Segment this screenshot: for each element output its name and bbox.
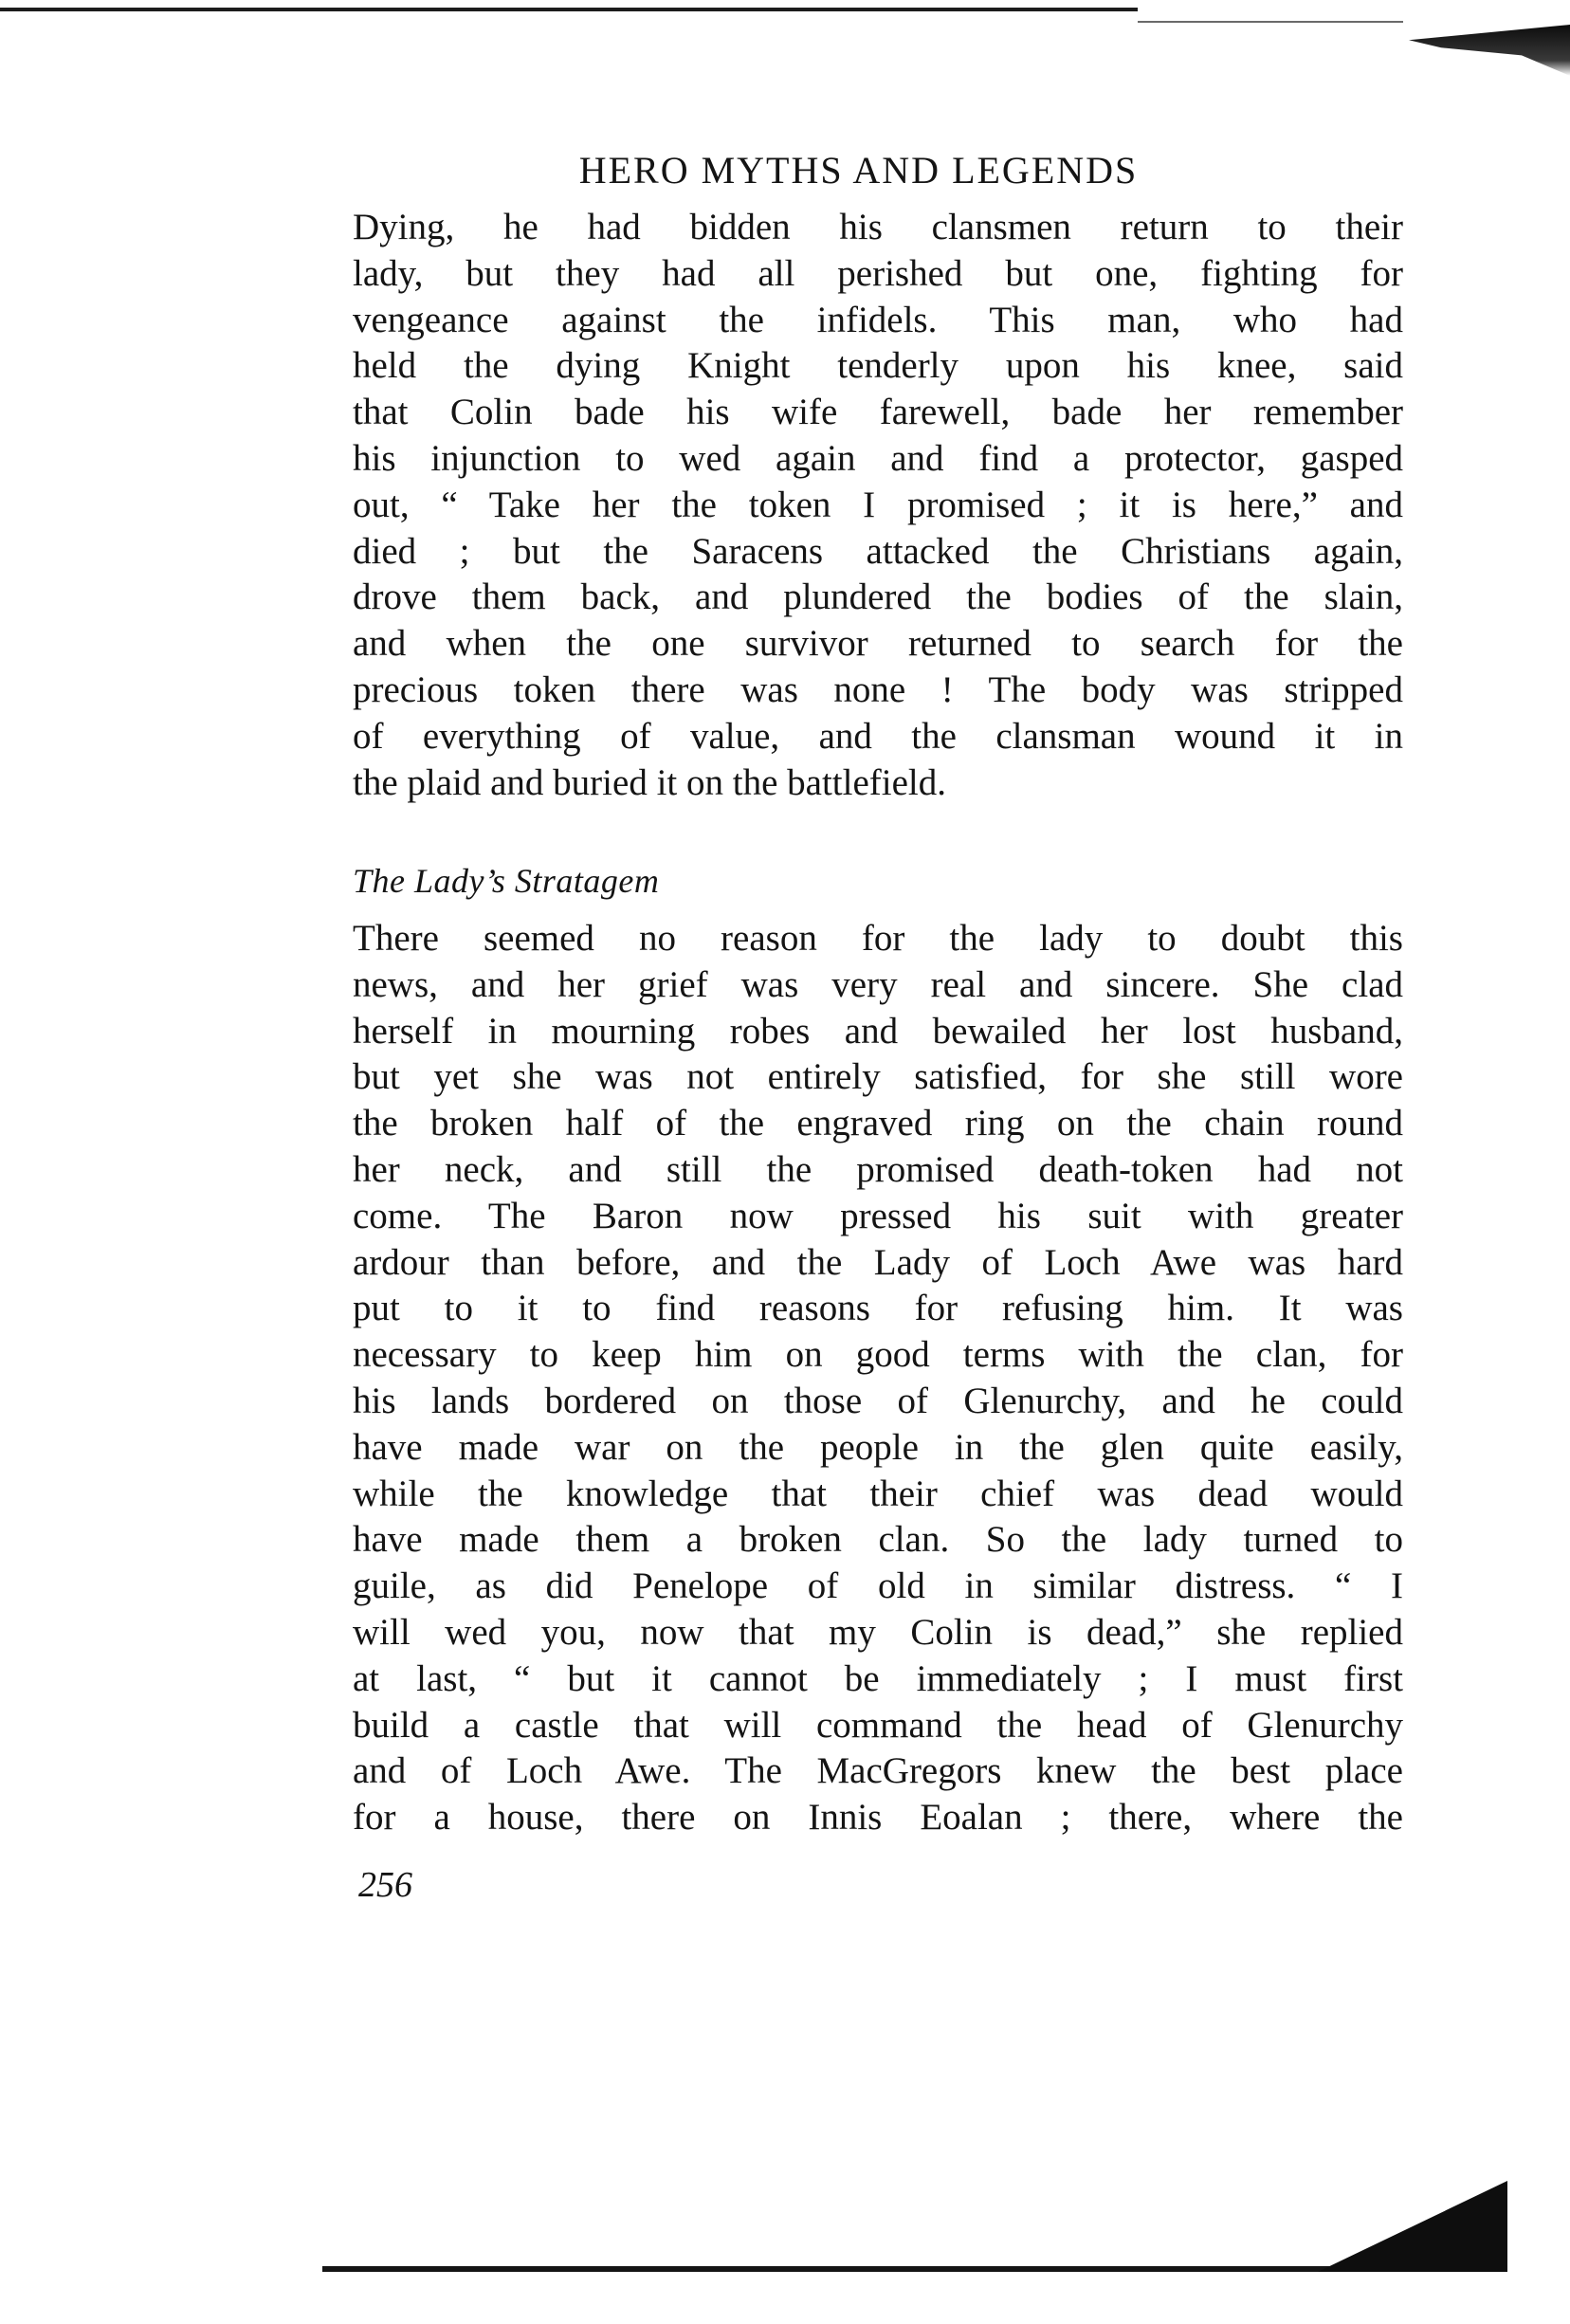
text-line: while the knowledge that their chief was dead would [353, 1473, 1403, 1514]
scan-corner-shadow-top [1409, 25, 1570, 76]
text-line: but yet she was not entirely satisfied, for she still wore [353, 1056, 1403, 1098]
text-line: build a castle that will command the head of Glenurchy [353, 1704, 1403, 1746]
text-line: his lands bordered on those of Glenurchy, and he could [353, 1380, 1403, 1421]
scan-edge-top [0, 8, 1138, 11]
text-line: her neck, and still the promised death-token had not [353, 1148, 1403, 1190]
text-line: and of Loch Awe. The MacGregors knew the best place [353, 1750, 1403, 1792]
running-header: HERO MYTHS AND LEGENDS [578, 149, 1139, 192]
paragraph-1 [353, 205, 1403, 806]
text-line: necessary to keep him on good terms with the clan, for [353, 1334, 1403, 1376]
text-line: vengeance against the infidels. This man, who had [353, 299, 1403, 340]
scan-edge-top-faint [1138, 21, 1403, 23]
text-line: have made them a broken clan. So the lady turned to [353, 1519, 1403, 1561]
text-line: at last, “ but it cannot be immediately ; I must first [353, 1657, 1403, 1699]
text-line: There seemed no reason for the lady to doubt this [353, 918, 1403, 959]
text-line: the plaid and buried it on the battlefield. [353, 761, 946, 803]
text-line: and when the one survivor returned to search for the [353, 623, 1403, 665]
text-line: that Colin bade his wife farewell, bade her remember [353, 392, 1403, 433]
section-heading: The Lady’s Stratagem [353, 862, 660, 900]
text-line: died ; but the Saracens attacked the Christians again, [353, 530, 1403, 572]
text-line: his injunction to wed again and find a protector, gasped [353, 437, 1403, 479]
text-line: herself in mourning robes and bewailed her lost husband, [353, 1010, 1403, 1052]
text-line: held the dying Knight tenderly upon his knee, said [353, 345, 1403, 387]
text-line: out, “ Take her the token I promised ; it is here,” and [353, 484, 1403, 525]
text-line: have made war on the people in the glen quite easily, [353, 1426, 1403, 1468]
text-line: ardour than before, and the Lady of Loch Awe was hard [353, 1241, 1403, 1283]
text-line: put to it to find reasons for refusing him. It was [353, 1288, 1403, 1329]
paragraph-2 [353, 916, 1403, 1841]
text-line: drove them back, and plundered the bodies of the slain, [353, 576, 1403, 618]
text-line: guile, as did Penelope of old in similar distress. “ I [353, 1565, 1403, 1607]
text-line: Dying, he had bidden his clansmen return to their [353, 207, 1403, 247]
text-line: news, and her grief was very real and sincere. She clad [353, 963, 1403, 1005]
text-line: precious token there was none ! The body was stripped [353, 668, 1403, 710]
text-line: will wed you, now that my Colin is dead,” she replied [353, 1611, 1403, 1653]
text-line: lady, but they had all perished but one, fighting for [353, 252, 1403, 294]
text-line: of everything of value, and the clansman wound it in [353, 715, 1403, 757]
scan-corner-shadow-bottom [1318, 2181, 1507, 2272]
text-line: come. The Baron now pressed his suit with greater [353, 1195, 1403, 1236]
scan-edge-bottom [322, 2266, 1470, 2272]
text-line: the broken half of the engraved ring on the chain round [353, 1103, 1403, 1144]
text-line: for a house, there on Innis Eoalan ; there, where the [353, 1797, 1403, 1839]
page-number: 256 [358, 1865, 412, 1905]
